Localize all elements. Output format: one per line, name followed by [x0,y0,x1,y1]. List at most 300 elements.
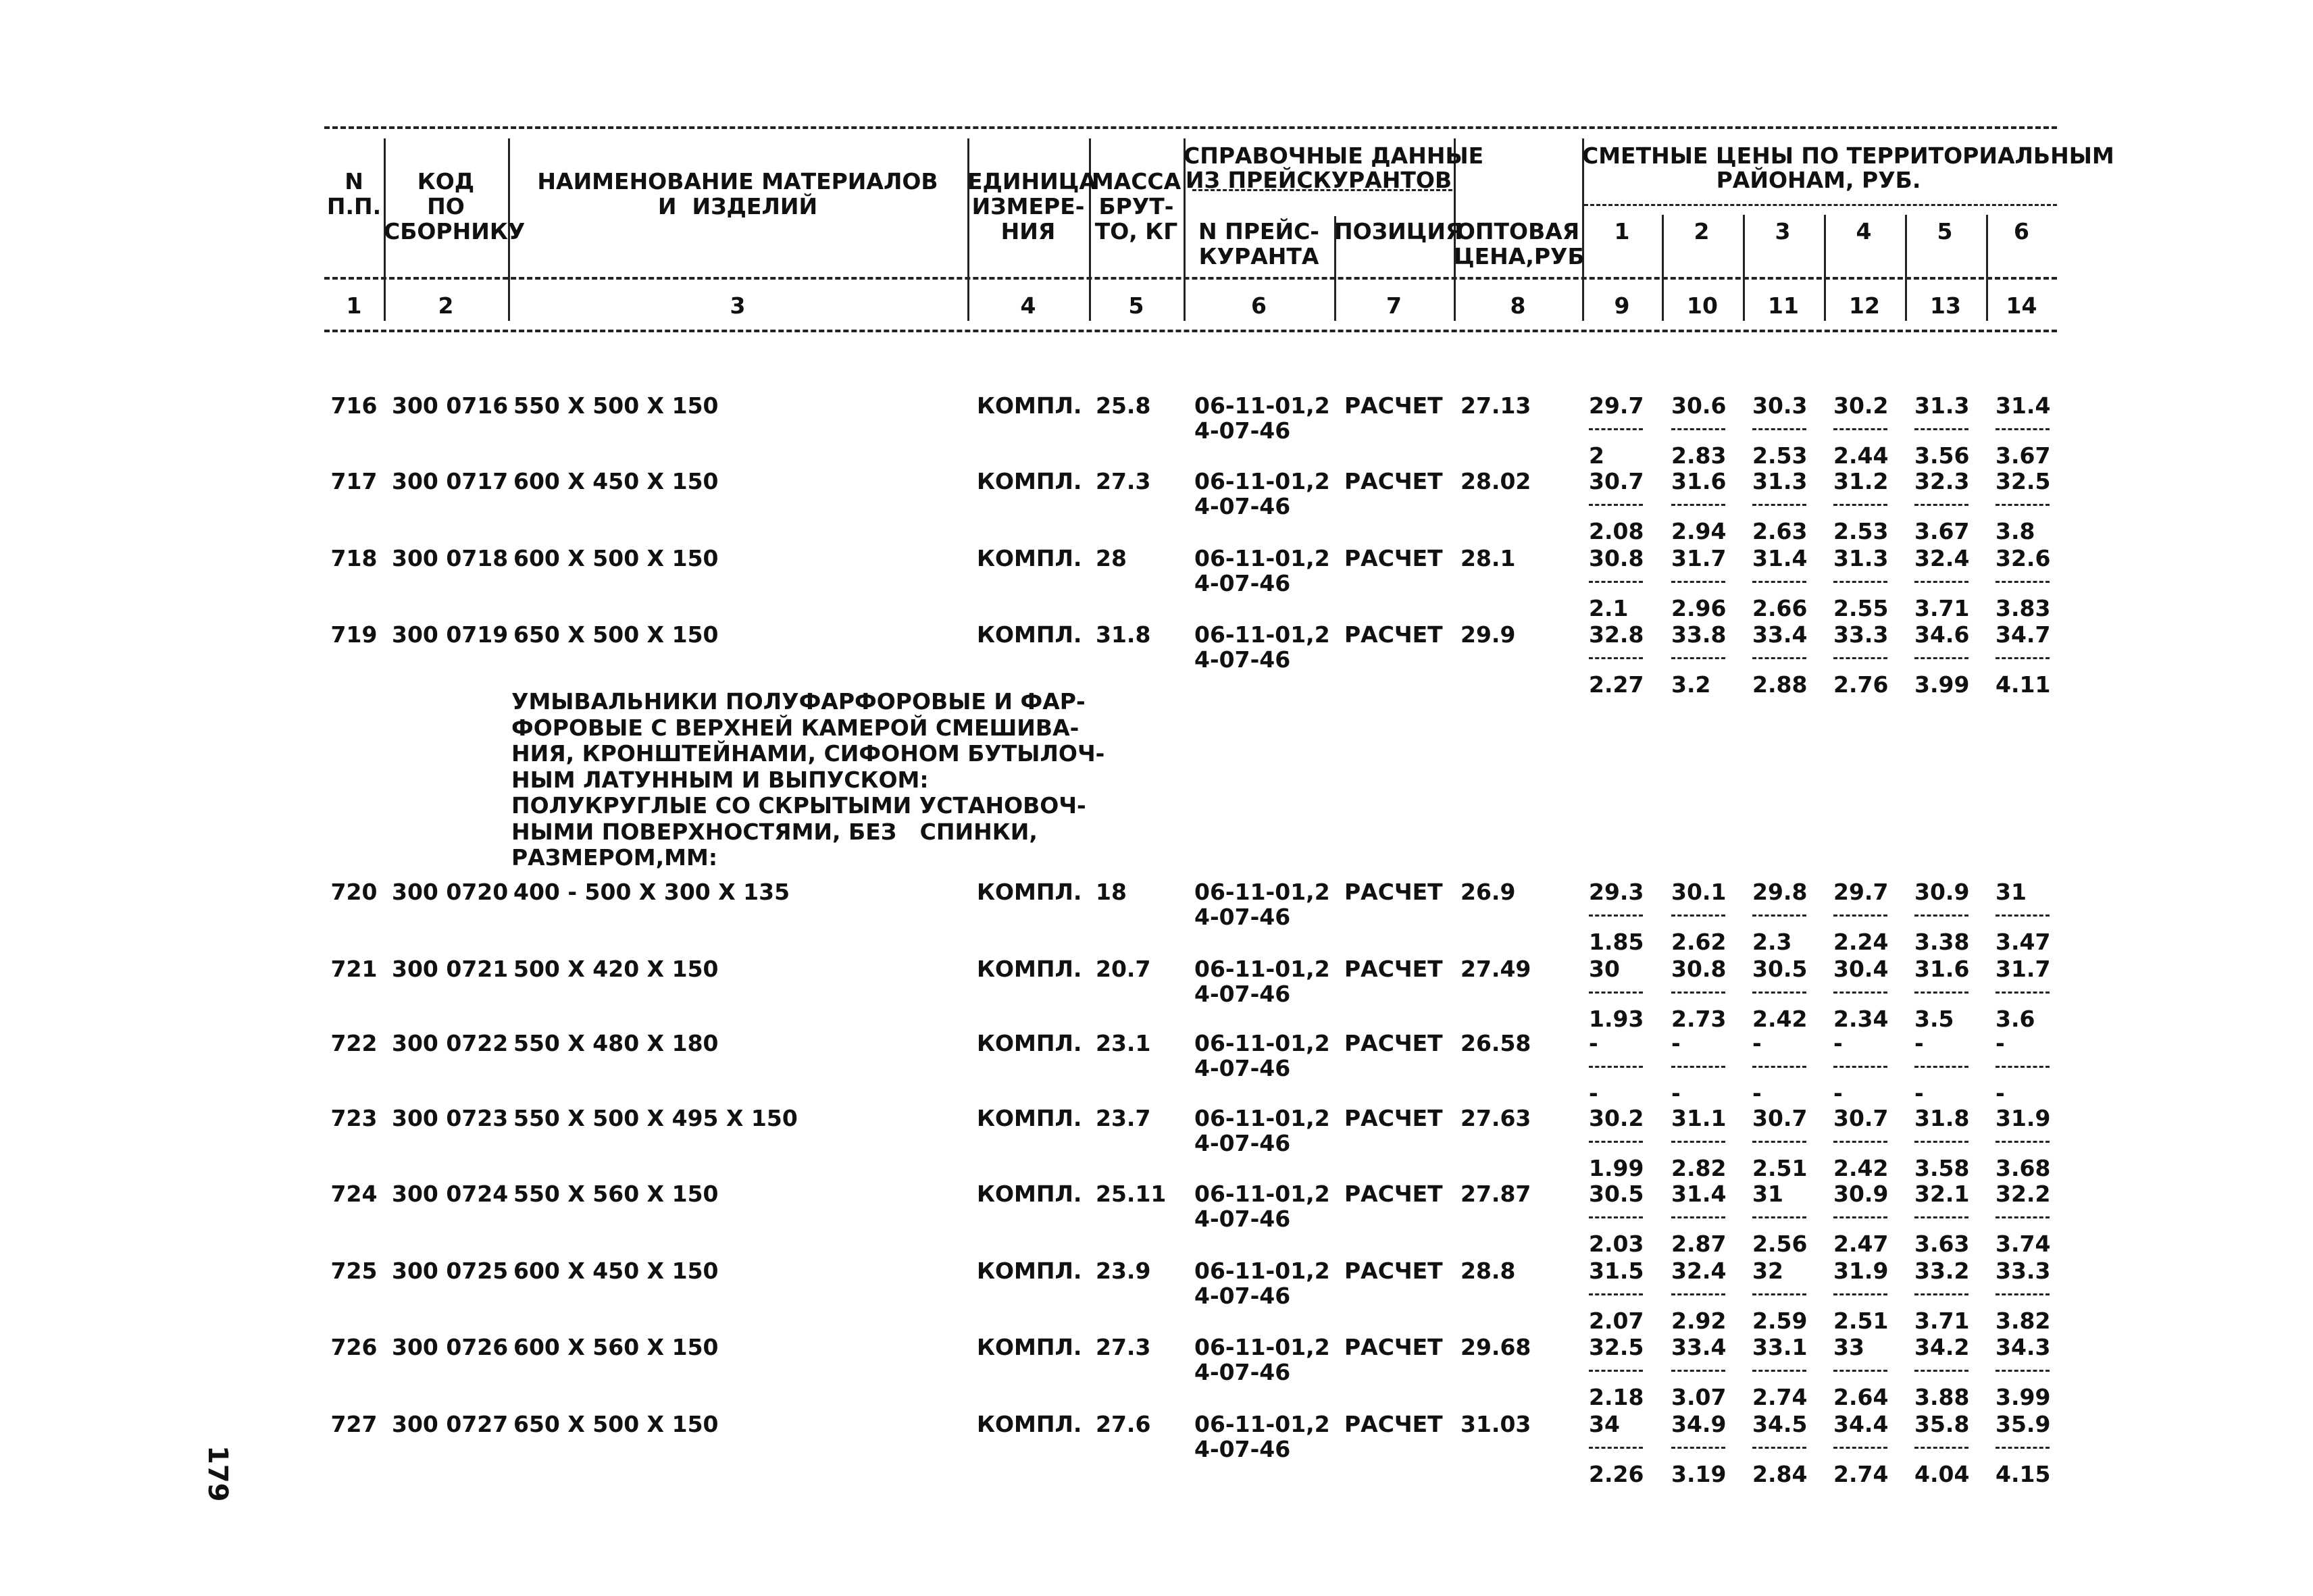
column-number: 7 [1386,292,1402,319]
row-number: 718 [330,545,378,571]
row-estimate-price-secondary: - [1833,1080,1843,1106]
row-mass: 23.1 [1096,1030,1151,1056]
row-estimate-price: 31.9 [1833,1258,1889,1284]
row-estimate-price-secondary: 2.92 [1671,1308,1727,1334]
row-estimate-price: 30.5 [1589,1181,1644,1207]
header-col5-label: ТО, КГ [1094,218,1178,244]
row-estimate-price: 30.9 [1914,879,1970,905]
row-estimate-price-secondary: 2.94 [1671,518,1727,544]
row-estimate-price: 30 [1589,956,1620,982]
fraction-line [1833,428,1887,430]
row-code: 300 0721 [392,956,509,982]
fraction-line [1752,1216,1806,1218]
fraction-line [1996,1141,2050,1143]
header-col3-label: И ИЗДЕЛИЙ [657,193,818,220]
row-estimate-price-secondary: 2.62 [1671,929,1727,955]
header-col8-label: ОПТОВАЯ [1456,218,1580,244]
fraction-line [1833,915,1887,917]
row-name: 550 X 560 X 150 [513,1181,719,1207]
row-estimate-price-secondary: 2.88 [1752,671,1808,698]
fraction-line [1833,504,1887,506]
row-mass: 27.3 [1096,468,1151,494]
fraction-line [1833,992,1887,994]
row-position: РАСЧЕТ [1344,1030,1443,1056]
page-number: 179 [202,1445,233,1502]
fraction-line [1752,915,1806,917]
row-code: 300 0727 [392,1411,509,1437]
row-code: 300 0720 [392,879,509,905]
fraction-line [1996,657,2050,659]
fraction-line [1671,1370,1725,1372]
row-estimate-price: 29.7 [1589,392,1644,419]
row-pricelist: 06-11-01,2 [1194,621,1330,648]
fraction-line [1996,504,2050,506]
row-wholesale-price: 26.9 [1460,879,1516,905]
row-estimate-price-secondary: 2.53 [1752,442,1808,469]
row-estimate-price: 34.9 [1671,1411,1727,1437]
header-col1-label: П.П. [326,193,382,220]
row-name: 600 X 500 X 150 [513,545,719,571]
fraction-line [1833,1370,1887,1372]
column-number: 4 [1020,292,1036,319]
row-estimate-price-secondary: 3.74 [1996,1231,2051,1257]
row-estimate-price-secondary: - [1996,1080,2005,1106]
row-estimate-price: - [1833,1030,1843,1056]
row-estimate-price: 31.7 [1671,545,1727,571]
row-estimate-price: 30.1 [1671,879,1727,905]
row-pricelist-2: 4-07-46 [1194,1436,1291,1462]
row-estimate-price: 31.4 [1996,392,2051,419]
row-estimate-price: 32.4 [1671,1258,1727,1284]
fraction-line [1671,657,1725,659]
row-estimate-price-secondary: 2.44 [1833,442,1889,469]
row-estimate-price-secondary: 3.19 [1671,1461,1727,1487]
row-estimate-price: 32.5 [1996,468,2051,494]
section-heading: УМЫВАЛЬНИКИ ПОЛУФАРФОРОВЫЕ И ФАР- [511,688,1086,715]
row-estimate-price: 32.5 [1589,1334,1644,1360]
row-pricelist: 06-11-01,2 [1194,956,1330,982]
fraction-line [1833,1066,1887,1068]
section-heading: НЫМ ЛАТУННЫМ И ВЫПУСКОМ: [511,766,929,793]
row-mass: 27.6 [1096,1411,1151,1437]
fraction-line [1914,1216,1968,1218]
row-wholesale-price: 26.58 [1460,1030,1531,1056]
row-estimate-price-secondary: 3.82 [1996,1308,2051,1334]
row-wholesale-price: 28.8 [1460,1258,1516,1284]
header-region-number: 4 [1856,218,1872,244]
row-unit: КОМПЛ. [977,392,1082,419]
row-mass: 27.3 [1096,1334,1151,1360]
fraction-line [1914,992,1968,994]
column-number: 3 [730,292,746,319]
fraction-line [1671,915,1725,917]
row-estimate-price-secondary: 2.63 [1752,518,1808,544]
header-col7-label: ПОЗИЦИЯ [1334,218,1463,244]
row-estimate-price-secondary: 2.47 [1833,1231,1889,1257]
row-estimate-price: 31.8 [1914,1105,1970,1131]
row-estimate-price: 32.4 [1914,545,1970,571]
column-number: 11 [1768,292,1799,319]
row-estimate-price: 30.7 [1752,1105,1808,1131]
row-estimate-price-secondary: 3.71 [1914,1308,1970,1334]
row-estimate-price-secondary: 3.88 [1914,1384,1970,1410]
row-estimate-price: 31.3 [1914,392,1970,419]
fraction-line [1752,992,1806,994]
column-number: 1 [346,292,362,319]
row-estimate-price-secondary: 2.66 [1752,595,1808,621]
row-wholesale-price: 29.9 [1460,621,1516,648]
row-estimate-price: 30.2 [1833,392,1889,419]
fraction-line [1589,1447,1643,1449]
row-mass: 28 [1096,545,1127,571]
fraction-line [1752,1370,1806,1372]
row-estimate-price-secondary: 2.82 [1671,1155,1727,1181]
row-name: 400 - 500 X 300 X 135 [513,879,790,905]
header-col6-label: КУРАНТА [1198,243,1319,269]
row-number: 722 [330,1030,378,1056]
header-region-number: 3 [1775,218,1791,244]
row-number: 723 [330,1105,378,1131]
row-estimate-price-secondary: 2.51 [1833,1308,1889,1334]
fraction-line [1996,428,2050,430]
row-estimate-price: 30.7 [1589,468,1644,494]
row-number: 716 [330,392,378,419]
row-estimate-price: 32.6 [1996,545,2051,571]
row-wholesale-price: 27.49 [1460,956,1531,982]
row-estimate-price: 35.8 [1914,1411,1970,1437]
header-sub-rule [324,277,2057,280]
fraction-line [1671,992,1725,994]
row-estimate-price: 33.3 [1996,1258,2051,1284]
row-estimate-price-secondary: 3.99 [1996,1384,2051,1410]
fraction-line [1833,581,1887,583]
row-estimate-price-secondary: 2.27 [1589,671,1644,698]
row-mass: 23.9 [1096,1258,1151,1284]
row-estimate-price: 34.4 [1833,1411,1889,1437]
row-pricelist: 06-11-01,2 [1194,545,1330,571]
row-estimate-price: 31.1 [1671,1105,1727,1131]
header-col3-label: НАИМЕНОВАНИЕ МАТЕРИАЛОВ [537,168,938,195]
row-estimate-price: 34.3 [1996,1334,2051,1360]
row-estimate-price-secondary: 2.55 [1833,595,1889,621]
row-estimate-price: 33.2 [1914,1258,1970,1284]
row-estimate-price-secondary: 3.68 [1996,1155,2051,1181]
row-position: РАСЧЕТ [1344,468,1443,494]
row-number: 717 [330,468,378,494]
row-mass: 25.11 [1096,1181,1167,1207]
header-col4-label: НИЯ [1000,218,1056,244]
row-pricelist-2: 4-07-46 [1194,417,1291,444]
column-number: 8 [1510,292,1526,319]
row-pricelist-2: 4-07-46 [1194,904,1291,930]
fraction-line [1914,1293,1968,1295]
fraction-line [1996,1370,2050,1372]
row-position: РАСЧЕТ [1344,1411,1443,1437]
row-estimate-price: 30.2 [1589,1105,1644,1131]
row-estimate-price-secondary: 3.2 [1671,671,1711,698]
row-number: 719 [330,621,378,648]
row-pricelist-2: 4-07-46 [1194,981,1291,1007]
row-code: 300 0726 [392,1334,509,1360]
section-heading: ФОРОВЫЕ С ВЕРХНЕЙ КАМЕРОЙ СМЕШИВА- [511,714,1079,741]
row-position: РАСЧЕТ [1344,879,1443,905]
row-name: 550 X 500 X 150 [513,392,719,419]
row-estimate-price-secondary: 2.84 [1752,1461,1808,1487]
row-estimate-price-secondary: 3.8 [1996,518,2035,544]
fraction-line [1752,657,1806,659]
fraction-line [1996,1447,2050,1449]
row-pricelist: 06-11-01,2 [1194,1334,1330,1360]
row-estimate-price: 30.5 [1752,956,1808,982]
row-estimate-price-secondary: 2.74 [1833,1461,1889,1487]
fraction-line [1914,1141,1968,1143]
fraction-line [1589,1066,1643,1068]
row-estimate-price: 31.7 [1996,956,2051,982]
header-region-number: 2 [1694,218,1710,244]
row-estimate-price-secondary: 4.11 [1996,671,2051,698]
row-estimate-price-secondary: 3.47 [1996,929,2051,955]
section-heading: НИЯ, КРОНШТЕЙНАМИ, СИФОНОМ БУТЫЛОЧ- [511,740,1105,767]
row-number: 721 [330,956,378,982]
row-unit: КОМПЛ. [977,1258,1082,1284]
row-estimate-price: 34.7 [1996,621,2051,648]
row-estimate-price-secondary: 2.53 [1833,518,1889,544]
header-col2-label: ПО [427,193,465,220]
prices-group-rule [1584,204,2057,206]
row-estimate-price-secondary: 2.07 [1589,1308,1644,1334]
fraction-line [1671,504,1725,506]
row-position: РАСЧЕТ [1344,1334,1443,1360]
row-estimate-price-secondary: 2.56 [1752,1231,1808,1257]
row-estimate-price-secondary: 2.83 [1671,442,1727,469]
fraction-line [1833,1447,1887,1449]
row-pricelist-2: 4-07-46 [1194,1359,1291,1385]
row-estimate-price-secondary: 3.71 [1914,595,1970,621]
fraction-line [1671,1066,1725,1068]
fraction-line [1996,1216,2050,1218]
row-estimate-price-secondary: 2.87 [1671,1231,1727,1257]
row-code: 300 0716 [392,392,509,419]
row-pricelist: 06-11-01,2 [1194,468,1330,494]
row-estimate-price: 33.4 [1752,621,1808,648]
row-estimate-price-secondary: 2.24 [1833,929,1889,955]
row-estimate-price-secondary: 2.3 [1752,929,1792,955]
row-estimate-price: 35.9 [1996,1411,2051,1437]
fraction-line [1589,657,1643,659]
row-number: 720 [330,879,378,905]
row-estimate-price-secondary: 2.73 [1671,1006,1727,1032]
row-pricelist-2: 4-07-46 [1194,570,1291,596]
row-estimate-price-secondary: 2.59 [1752,1308,1808,1334]
row-estimate-price-secondary: 3.63 [1914,1231,1970,1257]
row-unit: КОМПЛ. [977,545,1082,571]
header-col4-label: ИЗМЕРЕ- [971,193,1085,220]
row-wholesale-price: 28.02 [1460,468,1531,494]
row-wholesale-price: 29.68 [1460,1334,1531,1360]
row-position: РАСЧЕТ [1344,1258,1443,1284]
row-estimate-price-secondary: - [1589,1080,1598,1106]
fraction-line [1589,1293,1643,1295]
row-pricelist: 06-11-01,2 [1194,1258,1330,1284]
row-pricelist: 06-11-01,2 [1194,879,1330,905]
row-name: 650 X 500 X 150 [513,621,719,648]
row-estimate-price-secondary: 3.38 [1914,929,1970,955]
header-region-number: 5 [1937,218,1953,244]
header-top-rule [324,126,2057,129]
row-name: 600 X 450 X 150 [513,1258,719,1284]
row-pricelist-2: 4-07-46 [1194,1206,1291,1232]
row-code: 300 0717 [392,468,509,494]
row-code: 300 0718 [392,545,509,571]
header-ref-group: ИЗ ПРЕЙСКУРАНТОВ [1185,167,1452,193]
row-estimate-price: 31.2 [1833,468,1889,494]
fraction-line [1833,657,1887,659]
row-estimate-price-secondary: 3.07 [1671,1384,1727,1410]
row-estimate-price-secondary: 2.42 [1752,1006,1808,1032]
fraction-line [1914,428,1968,430]
row-estimate-price-secondary: - [1671,1080,1681,1106]
fraction-line [1914,657,1968,659]
fraction-line [1752,1447,1806,1449]
fraction-line [1589,504,1643,506]
row-wholesale-price: 27.63 [1460,1105,1531,1131]
row-pricelist: 06-11-01,2 [1194,1411,1330,1437]
fraction-line [1671,1447,1725,1449]
row-estimate-price-secondary: 2.64 [1833,1384,1889,1410]
fraction-line [1914,504,1968,506]
row-wholesale-price: 31.03 [1460,1411,1531,1437]
row-name: 600 X 560 X 150 [513,1334,719,1360]
row-estimate-price: 30.8 [1671,956,1727,982]
row-unit: КОМПЛ. [977,1030,1082,1056]
row-mass: 18 [1096,879,1127,905]
row-estimate-price-secondary: - [1914,1080,1924,1106]
row-estimate-price-secondary: - [1752,1080,1762,1106]
row-code: 300 0724 [392,1181,509,1207]
row-pricelist-2: 4-07-46 [1194,1283,1291,1309]
row-pricelist-2: 4-07-46 [1194,1130,1291,1156]
row-name: 500 X 420 X 150 [513,956,719,982]
fraction-line [1914,581,1968,583]
fraction-line [1996,915,2050,917]
row-estimate-price-secondary: 2.18 [1589,1384,1644,1410]
header-col5-label: БРУТ- [1098,193,1174,220]
row-estimate-price: 34.6 [1914,621,1970,648]
section-heading: ПОЛУКРУГЛЫЕ СО СКРЫТЫМИ УСТАНОВОЧ- [511,792,1086,819]
row-estimate-price: 31.3 [1752,468,1808,494]
row-pricelist: 06-11-01,2 [1194,1105,1330,1131]
row-estimate-price: 33.3 [1833,621,1889,648]
row-estimate-price: - [1996,1030,2005,1056]
row-estimate-price: 34 [1589,1411,1620,1437]
header-col4-label: ЕДИНИЦА [967,168,1096,195]
row-estimate-price-secondary: 1.99 [1589,1155,1644,1181]
row-estimate-price-secondary: 1.93 [1589,1006,1644,1032]
row-estimate-price: 33.1 [1752,1334,1808,1360]
section-heading: РАЗМЕРОМ,ММ: [511,844,718,871]
row-estimate-price: 31 [1752,1181,1783,1207]
header-col2-label: КОД [417,168,475,195]
fraction-line [1671,1141,1725,1143]
row-mass: 23.7 [1096,1105,1151,1131]
row-estimate-price-secondary: 3.58 [1914,1155,1970,1181]
fraction-line [1671,1216,1725,1218]
row-estimate-price: - [1589,1030,1598,1056]
fraction-line [1589,428,1643,430]
fraction-line [1671,1293,1725,1295]
fraction-line [1833,1141,1887,1143]
row-wholesale-price: 27.87 [1460,1181,1531,1207]
header-region-number: 1 [1614,218,1630,244]
row-wholesale-price: 28.1 [1460,545,1516,571]
row-estimate-price: 29.3 [1589,879,1644,905]
row-estimate-price: - [1914,1030,1924,1056]
header-col5-label: МАССА [1091,168,1181,195]
row-estimate-price-secondary: 2 [1589,442,1604,469]
row-estimate-price: 30.7 [1833,1105,1889,1131]
fraction-line [1914,1066,1968,1068]
row-estimate-price: 33.8 [1671,621,1727,648]
row-estimate-price-secondary: 2.03 [1589,1231,1644,1257]
header-region-number: 6 [2014,218,2029,244]
row-name: 550 X 500 X 495 X 150 [513,1105,798,1131]
row-code: 300 0722 [392,1030,509,1056]
row-estimate-price-secondary: 3.67 [1996,442,2051,469]
row-estimate-price: 34.5 [1752,1411,1808,1437]
fraction-line [1914,1370,1968,1372]
row-number: 726 [330,1334,378,1360]
row-estimate-price: 29.7 [1833,879,1889,905]
row-estimate-price: 31.4 [1752,545,1808,571]
row-estimate-price: 31 [1996,879,2027,905]
row-pricelist: 06-11-01,2 [1194,392,1330,419]
header-col8-label: ЦЕНА,РУБ [1454,243,1585,269]
row-estimate-price: 31.5 [1589,1258,1644,1284]
row-code: 300 0723 [392,1105,509,1131]
row-estimate-price: 32.1 [1914,1181,1970,1207]
header-col6-label: N ПРЕЙС- [1198,218,1319,244]
row-code: 300 0725 [392,1258,509,1284]
row-number: 724 [330,1181,378,1207]
row-estimate-price-secondary: 2.42 [1833,1155,1889,1181]
row-estimate-price: 30.9 [1833,1181,1889,1207]
column-number: 2 [438,292,454,319]
fraction-line [1914,1447,1968,1449]
row-unit: КОМПЛ. [977,621,1082,648]
row-estimate-price: 30.4 [1833,956,1889,982]
fraction-line [1589,1370,1643,1372]
row-estimate-price-secondary: 2.26 [1589,1461,1644,1487]
fraction-line [1589,915,1643,917]
column-number: 6 [1251,292,1267,319]
fraction-line [1589,1141,1643,1143]
row-unit: КОМПЛ. [977,1411,1082,1437]
fraction-line [1752,1293,1806,1295]
row-estimate-price: 34.2 [1914,1334,1970,1360]
fraction-line [1996,1066,2050,1068]
row-pricelist: 06-11-01,2 [1194,1030,1330,1056]
row-number: 727 [330,1411,378,1437]
row-estimate-price-secondary: 3.5 [1914,1006,1954,1032]
fraction-line [1671,428,1725,430]
row-unit: КОМПЛ. [977,1334,1082,1360]
row-estimate-price: 33.4 [1671,1334,1727,1360]
row-unit: КОМПЛ. [977,1181,1082,1207]
row-estimate-price: 31.3 [1833,545,1889,571]
fraction-line [1589,581,1643,583]
row-estimate-price-secondary: 2.96 [1671,595,1727,621]
fraction-line [1752,428,1806,430]
